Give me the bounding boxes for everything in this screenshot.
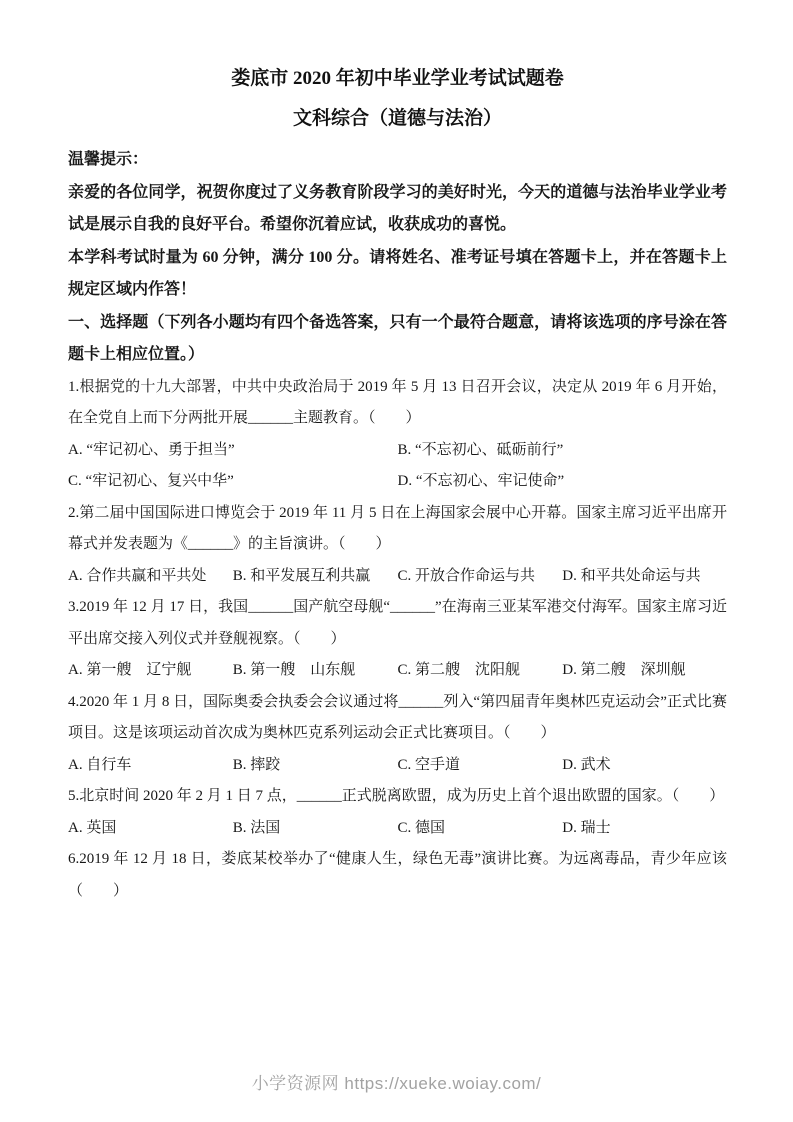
option-b: B. 第一艘 山东舰 (232, 662, 356, 678)
question-4-options (68, 750, 727, 782)
question-2-options (68, 561, 727, 593)
option-d: D. 和平共处命运与共 (562, 567, 701, 584)
option-d: D. “不忘初心、牢记使命” (397, 473, 565, 489)
question-3-options (68, 655, 727, 687)
question-1-stem: 1.根据党的十九大部署，中共中央政治局于 2019 年 5 月 13 日召开会议，决定从 2019 年 6 月开始，在全党自上而下分两批开展______主题教育。（ ） (68, 378, 727, 426)
option-d: D. 瑞士 (562, 819, 611, 836)
section-heading: 一、选择题（下列各小题均有四个备选答案，只有一个最符合题意，请将该选项的序号涂在答题卡上相应位置。） (68, 313, 727, 363)
option-a: A. 英国 (68, 819, 117, 836)
option-c: C. 德国 (397, 819, 446, 836)
question-list (68, 372, 727, 908)
option-c: C. 开放合作命运与共 (397, 567, 536, 584)
option-a: A. 第一艘 辽宁舰 (68, 662, 192, 678)
option-c: C. 空手道 (397, 756, 461, 773)
option-b: B. 法国 (232, 819, 281, 836)
exam-subtitle: 文科综合（道德与法治） (292, 108, 502, 129)
question-1-options (68, 435, 727, 498)
footer-credit: 小学资源网 https://xueke.woiay.com/ (251, 1074, 542, 1093)
notice-paragraph: 本学科考试时量为 60 分钟，满分 100 分。请将姓名、准考证号填在答题卡上，并在答题卡上规定区域内作答！ (68, 248, 727, 298)
question-5-stem: 5.北京时间 2020 年 2 月 1 日 7 点，______正式脱离欧盟，成为历史上首个退出欧盟的国家。（ ） (68, 788, 725, 804)
option-d: D. 武术 (562, 756, 611, 773)
question-6-stem: 6.2019 年 12 月 18 日，娄底某校举办了“健康人生，绿色无毒”演讲比赛。为远离毒品，青少年应该（ ） (68, 851, 727, 899)
question-3-stem: 3.2019 年 12 月 17 日，我国______国产航空母舰“______”在海南三亚某军港交付海军。国家主席习近平出席交接入列仪式并登舰视察。（ ） (68, 599, 727, 647)
option-a: A. 自行车 (68, 756, 132, 773)
question-5-options (68, 813, 727, 845)
option-b: B. 摔跤 (232, 756, 281, 773)
option-b: B. 和平发展互利共赢 (232, 567, 371, 584)
option-b: B. “不忘初心、砥砺前行” (397, 441, 564, 458)
option-a: A. “牢记初心、勇于担当” (68, 441, 235, 458)
question-4-stem: 4.2020 年 1 月 8 日，国际奥委会执委会会议通过将______列入“第四届青年奥林匹克运动会”正式比赛项目。这是该项运动首次成为奥林匹克系列运动会正式比赛项目。（ ） (68, 693, 727, 741)
notice-label: 温馨提示： (68, 151, 149, 168)
option-c: C. 第二艘 沈阳舰 (397, 662, 521, 678)
option-d: D. 第二艘 深圳舰 (562, 662, 686, 678)
question-2-stem: 2.第二届中国国际进口博览会于 2019 年 11 月 5 日在上海国家会展中心开幕。国家主席习近平出席开幕式并发表题为《______》的主旨演讲。（ ） (68, 504, 727, 552)
option-c: C. “牢记初心、复兴中华” (68, 473, 234, 489)
option-a: A. 合作共赢和平共处 (68, 567, 207, 584)
notice-paragraph: 亲爱的各位同学，祝贺你度过了义务教育阶段学习的美好时光，今天的道德与法治毕业学业考试是展示自我的良好平台。希望你沉着应试，收获成功的喜悦。 (68, 183, 727, 233)
exam-title: 娄底市 2020 年初中毕业学业考试试题卷 (231, 68, 564, 89)
